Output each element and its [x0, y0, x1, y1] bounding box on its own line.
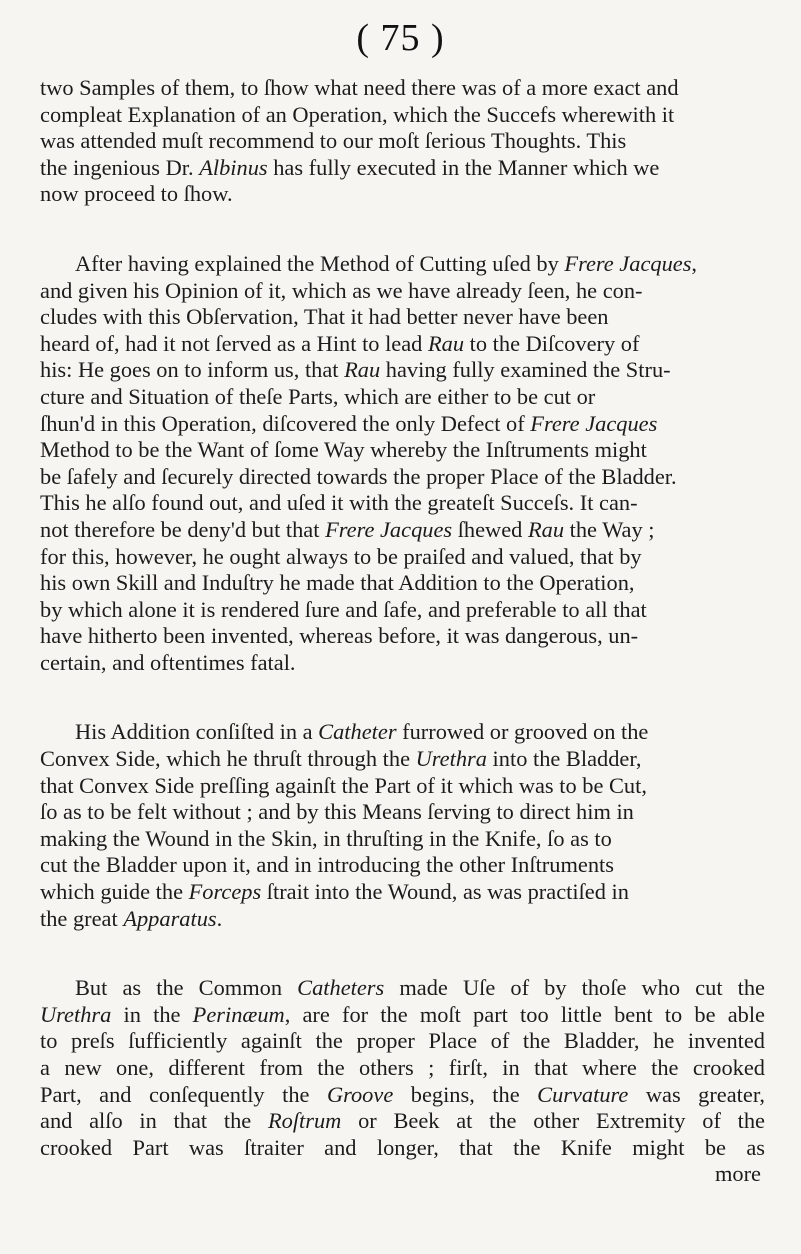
- paragraph-4: [40, 975, 765, 1161]
- text-line: certain, and oftentimes fatal.: [40, 649, 296, 675]
- text-line: be ſafely and ſecurely directed towards the proper Place of the Bladder.: [40, 463, 677, 489]
- text-line: was attended muſt recommend to our moſt ſerious Thoughts. This: [40, 128, 627, 154]
- text-line: Part, and conſequently the Groove begins, the Curvature was greater,: [40, 1081, 765, 1107]
- text-line: that Convex Side preſſing againſt the Part of it which was to be Cut,: [40, 772, 647, 798]
- text-line: cut the Bladder upon it, and in introducing the other Inſtruments: [40, 852, 614, 878]
- text-line: the ingenious Dr. Albinus has fully executed in the Manner which we: [40, 154, 660, 180]
- page-number: ( 75 ): [356, 17, 445, 59]
- text-line: to preſs ſufficiently againſt the proper Place of the Bladder, he invented: [40, 1028, 765, 1054]
- text-line: two Samples of them, to ſhow what need there was of a more exact and: [40, 75, 679, 100]
- text-line: ſhun'd in this Operation, diſcovered the only Defect of Frere Jacques: [40, 410, 658, 436]
- text-line: his: He goes on to inform us, that Rau having fully examined the Stru-: [40, 357, 671, 383]
- body-text: [40, 75, 765, 1188]
- text-line: cture and Situation of theſe Parts, which are either to be cut or: [40, 383, 596, 409]
- text-line: and given his Opinion of it, which as we have already ſeen, he con-: [40, 277, 643, 303]
- text-line: ſo as to be felt without ; and by this Means ſerving to direct him in: [40, 799, 634, 825]
- text-line: which guide the Forceps ſtrait into the Wound, as was practiſed in: [40, 879, 629, 905]
- text-line: Convex Side, which he thruſt through the Urethra into the Bladder,: [40, 746, 642, 772]
- paragraph-2: [40, 251, 765, 677]
- text-line: by which alone it is rendered ſure and ſafe, and preferable to all that: [40, 596, 647, 622]
- text-line: for this, however, he ought always to be praiſed and valued, that by: [40, 543, 642, 569]
- text-line: Method to be the Want of ſome Way whereby the Inſtruments might: [40, 437, 647, 463]
- text-line: Urethra in the Perinæum, are for the moſt part too little bent to be able: [40, 1001, 765, 1027]
- text-line: But as the Common Catheters made Uſe of by thoſe who cut the: [75, 975, 765, 1001]
- text-line: making the Wound in the Skin, in thruſting in the Knife, ſo as to: [40, 825, 612, 851]
- text-line: compleat Explanation of an Operation, which the Succefs wherewith it: [40, 101, 675, 127]
- text-line: not therefore be deny'd but that Frere Jacques ſhewed Rau the Way ;: [40, 516, 655, 542]
- text-line: heard of, had it not ſerved as a Hint to lead Rau to the Diſcovery of: [40, 330, 640, 356]
- text-line: the great Apparatus.: [40, 905, 223, 931]
- text-line: crooked Part was ſtraiter and longer, that the Knife might be as: [40, 1134, 765, 1160]
- catchword: more: [714, 1161, 761, 1187]
- text-line: This he alſo found out, and uſed it with the greateſt Succeſs. It can-: [40, 490, 638, 516]
- paragraph-3: [40, 719, 765, 932]
- text-line: his own Skill and Induſtry he made that Addition to the Operation,: [40, 570, 635, 596]
- text-line: now proceed to ſhow.: [40, 181, 233, 207]
- text-line: and alſo in that the Roſtrum or Beek at the other Extremity of the: [40, 1108, 765, 1134]
- text-line: a new one, different from the others ; firſt, in that where the crooked: [40, 1055, 765, 1080]
- text-line: cludes with this Obſervation, That it had better never have been: [40, 304, 609, 330]
- text-line: After having explained the Method of Cutting uſed by Frere Jacques,: [75, 250, 698, 276]
- text-line: have hitherto been invented, whereas before, it was dangerous, un-: [40, 623, 639, 649]
- text-line: His Addition conſiſted in a Catheter furrowed or grooved on the: [75, 719, 649, 745]
- paragraph-1: [40, 75, 765, 208]
